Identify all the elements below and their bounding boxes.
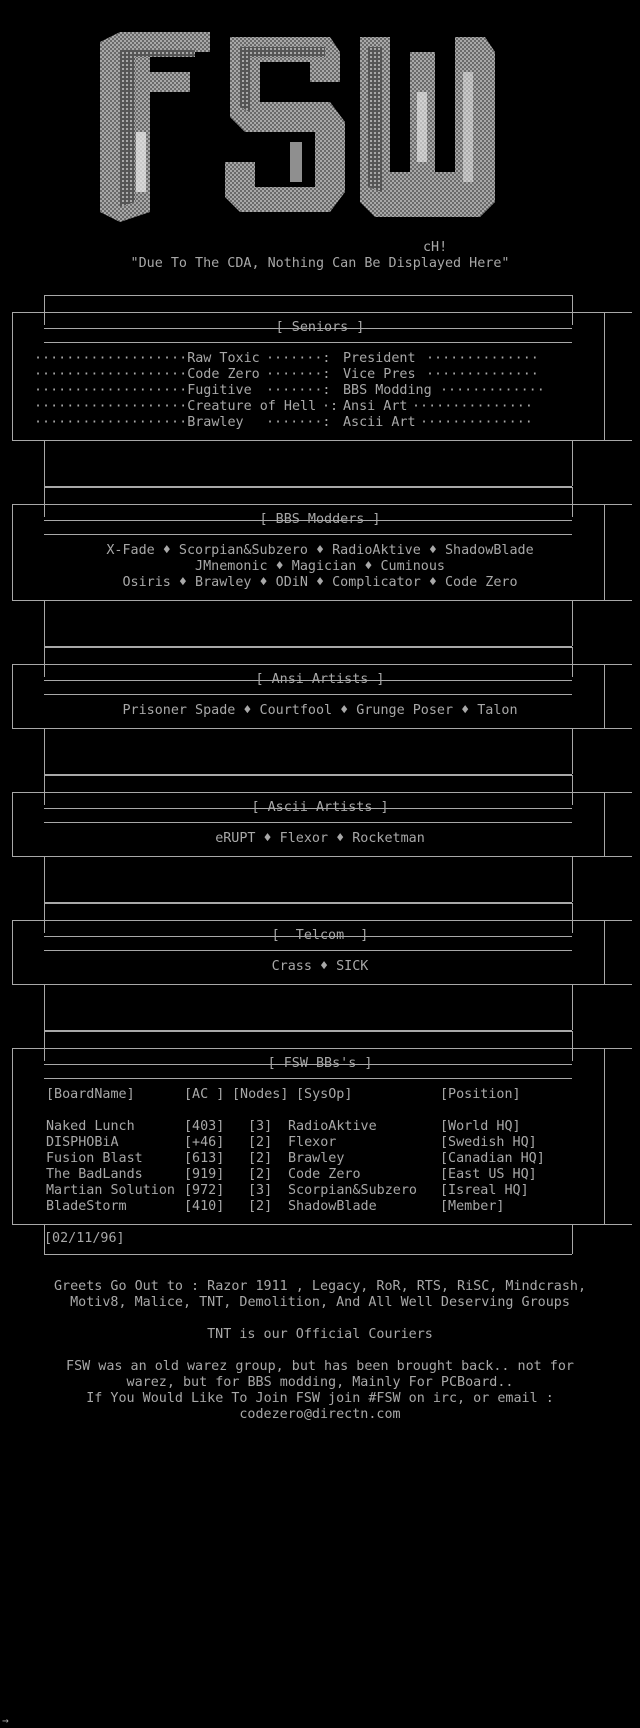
list-item: ···················Fugitive [34, 383, 252, 398]
list-item: Osiris ♦ Brawley ♦ ODiN ♦ Complicator ♦ Code Zero [122, 575, 518, 590]
header-position: [Position] [440, 1087, 521, 1102]
list-item: BBS Modding [343, 383, 432, 398]
fsw-bbs-title: [ FSW BBs's ] [267, 1056, 373, 1071]
list-item: ···················Creature of Hell [34, 399, 317, 414]
about-line-1: FSW was an old warez group, but has been brought back.. not for [66, 1359, 574, 1374]
header-boardname: [BoardName] [46, 1087, 135, 1102]
header-nodes: [Nodes] [232, 1087, 289, 1102]
bbs-date: [02/11/96] [44, 1231, 125, 1246]
list-item: Ascii Art [343, 415, 416, 430]
list-item: Ansi Art [343, 399, 408, 414]
greets-line-1: Greets Go Out to : Razor 1911 , Legacy, RoR, RTS, RiSC, Mindcrash, [53, 1279, 587, 1294]
tagline: "Due To The CDA, Nothing Can Be Displayed Here" [130, 256, 510, 271]
about-line-2: warez, but for BBS modding, Mainly For PCBoard.. [126, 1375, 514, 1390]
logo-letter-w [360, 37, 495, 217]
fsw-logo-art [90, 12, 510, 242]
header-ac: [AC ] [184, 1087, 225, 1102]
logo-letter-s [225, 37, 345, 212]
ansi-artists-title: [ Ansi Artists ] [255, 672, 385, 687]
bbs-modders-title: [ BBS Modders ] [259, 512, 381, 527]
email-link[interactable]: codezero@directn.com [239, 1407, 401, 1422]
couriers-line: TNT is our Official Couriers [207, 1327, 433, 1342]
telcom-title: [ Telcom ] [271, 928, 369, 943]
list-item: ···················Brawley [34, 415, 244, 430]
artist-tag: cH! [423, 240, 448, 255]
list-item: X-Fade ♦ Scorpian&Subzero ♦ RadioAktive ♦ ShadowBlade [106, 543, 534, 558]
list-item: ···················Code Zero [34, 367, 260, 382]
list-item: JMnemonic ♦ Magician ♦ Cuminous [195, 559, 445, 574]
header-sysop: [SysOp] [296, 1087, 353, 1102]
logo-letter-f [100, 32, 210, 222]
arrow-icon: → [2, 1714, 9, 1727]
list-item: ···················Raw Toxic [34, 351, 260, 366]
list-item: eRUPT ♦ Flexor ♦ Rocketman [215, 831, 425, 846]
list-item: Vice Pres [343, 367, 416, 382]
seniors-title: [ Seniors ] [275, 320, 365, 335]
ascii-artists-title: [ Ascii Artists ] [251, 800, 389, 815]
list-item: Crass ♦ SICK [271, 959, 369, 974]
greets-line-2: Motiv8, Malice, TNT, Demolition, And All Well Deserving Groups [70, 1295, 570, 1310]
list-item: Prisoner Spade ♦ Courtfool ♦ Grunge Poser ♦ Talon [122, 703, 518, 718]
about-line-3: If You Would Like To Join FSW join #FSW on irc, or email : [86, 1391, 554, 1406]
list-item: President [343, 351, 416, 366]
